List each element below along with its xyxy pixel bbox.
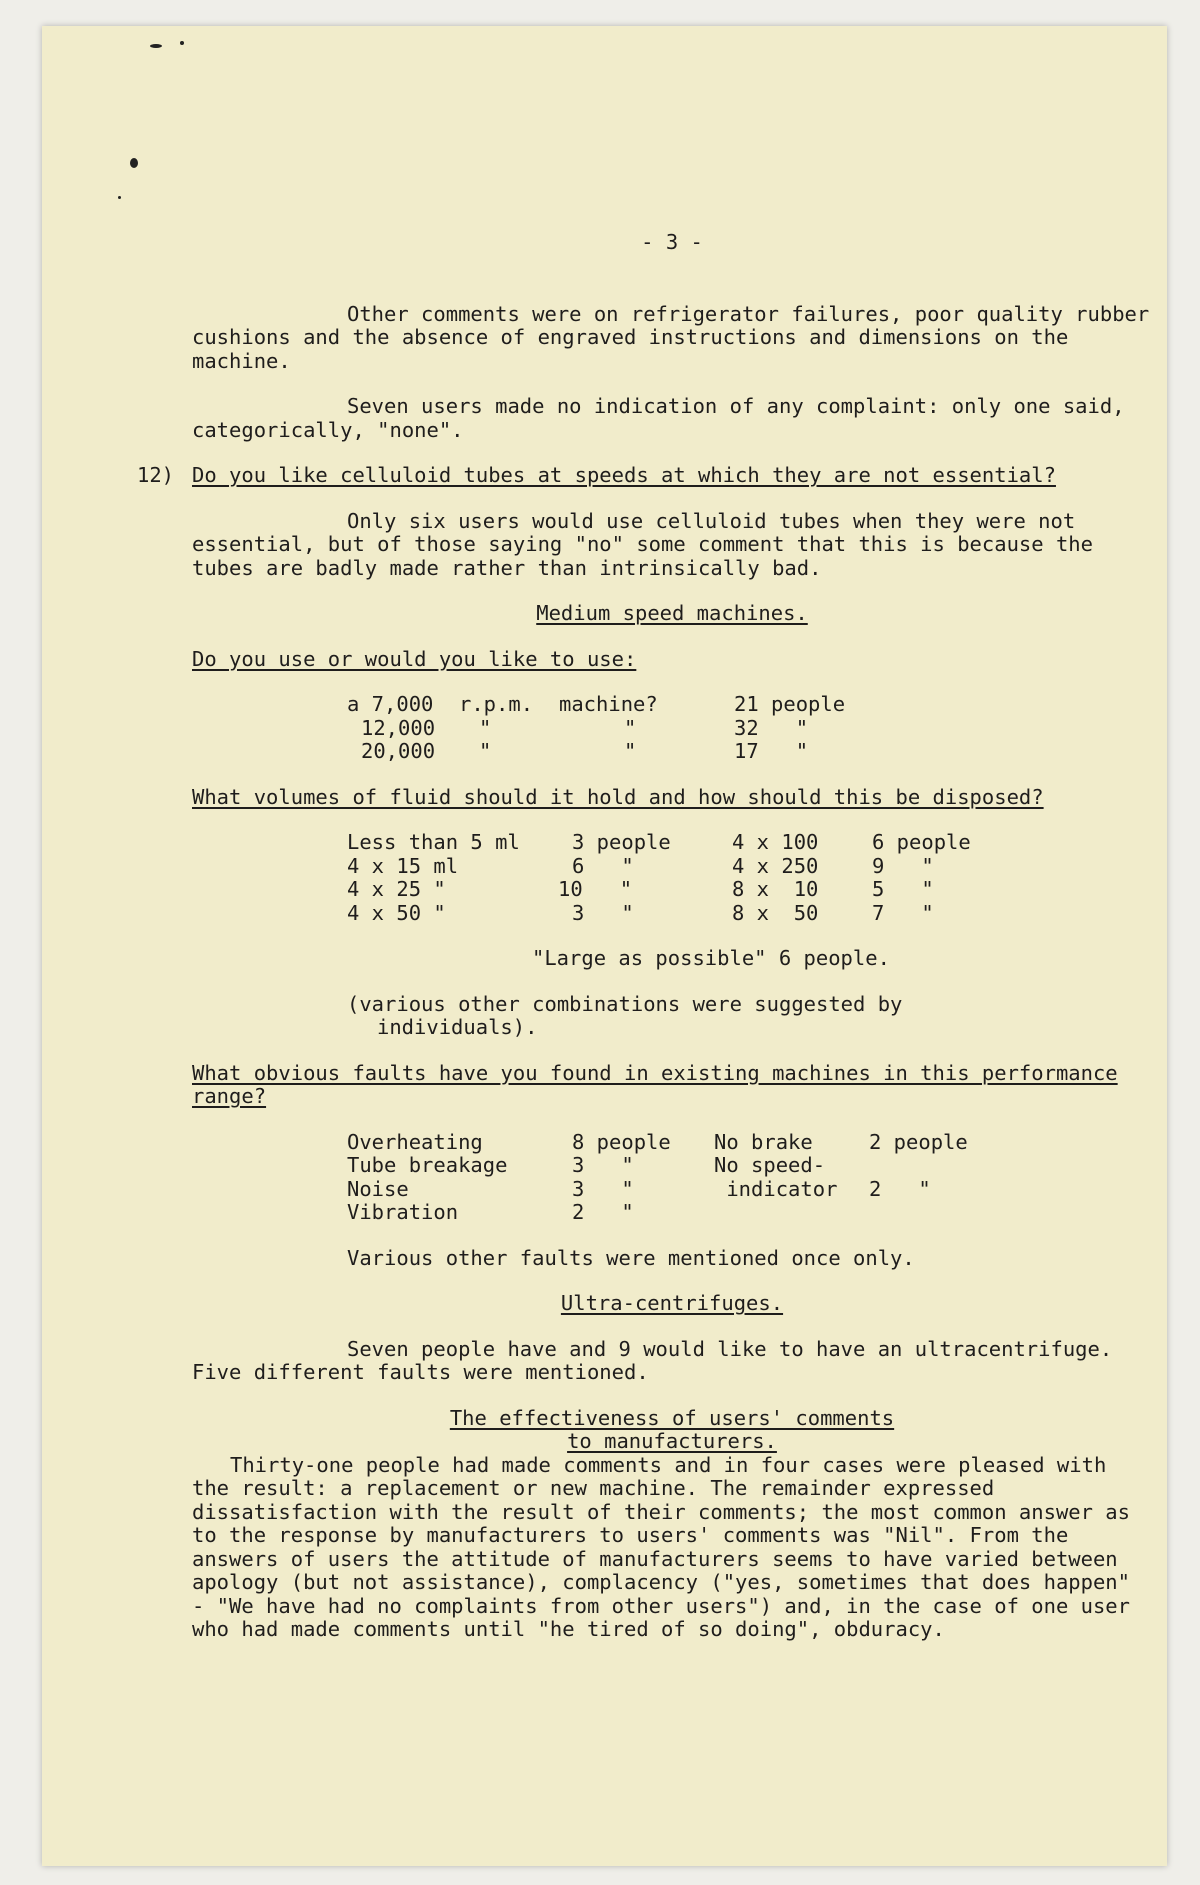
question-faults: What obvious faults have you found in existing machines in this performance range? <box>192 1060 1118 1108</box>
table-row <box>347 1201 968 1225</box>
table-cell: Overheating <box>347 1129 483 1154</box>
table-cell: 5 " <box>872 877 934 901</box>
table-cell: 4 x 250 <box>732 853 819 878</box>
answer-celluloid-tubes: Only six users would use celluloid tubes when they were not essential, but of those saying "no" some comment that this is because the tubes are badly made rather than intrinsically bad. <box>192 508 1093 580</box>
table-cell: 3 " <box>572 1176 634 1201</box>
table-cell: machine? <box>559 692 658 716</box>
paragraph-ultra-centrifuges: Seven people have and 9 would like to have an ultracentrifuge. Five different faults were mentioned. <box>192 1336 1113 1384</box>
table-cell <box>714 1201 869 1225</box>
table-cell: 8 x 10 <box>732 877 819 901</box>
heading-effectiveness: The effectiveness of users' comments <box>449 1405 895 1430</box>
table-cell: Noise <box>347 1176 409 1201</box>
table-row <box>347 717 845 741</box>
table-cell: 12,000 <box>361 715 436 740</box>
table-cell: 4 x 25 " <box>347 877 446 901</box>
table-cell: 32 " <box>734 715 809 740</box>
table-cell: 3 " <box>572 1153 634 1177</box>
table-row <box>347 855 971 879</box>
page-number: - 3 - <box>641 230 703 254</box>
paragraph-effectiveness: Thirty-one people had made comments and in four cases were pleased with the result: a replacement or new machine. The remainder expressed dissatisfaction with the result of their comments; the most common answer as to the response by manufacturers to users' comments was "Nil". From the answers of users the attitude of manufacturers seems to have varied between apology (but not assistance), complacency ("yes, sometimes that does happen" - "We have had no complaints from other users") and, in the case of one user who had made comments until "he tired of so doing", obduracy. <box>192 1452 1130 1641</box>
table-cell: Tube breakage <box>347 1153 508 1177</box>
question-number: 12) <box>137 463 175 487</box>
table-cell: 7 " <box>872 900 934 925</box>
table-cell <box>869 1154 968 1178</box>
table-cell: " <box>479 715 492 740</box>
table-cell: " <box>624 715 637 740</box>
table-cell: r.p.m. <box>459 692 534 716</box>
question-celluloid-tubes: Do you like celluloid tubes at speeds at which they are not essential? <box>192 463 1056 487</box>
table-cell: 2 " <box>572 1200 634 1224</box>
table-cell: 4 x 100 <box>732 830 819 854</box>
table-row <box>347 902 971 926</box>
table-cell: 8 x 50 <box>732 900 819 925</box>
table-cell: 4 x 15 ml <box>347 853 459 878</box>
table-cell: a 7,000 <box>347 692 434 716</box>
question-use-machine: Do you use or would you like to use: <box>192 646 637 671</box>
table-row <box>347 693 845 717</box>
speed-table <box>347 693 845 764</box>
volumes-table <box>347 831 971 925</box>
table-cell: " <box>479 739 492 763</box>
table-cell <box>869 1201 968 1225</box>
table-cell: 6 people <box>872 830 971 854</box>
table-cell: 3 " <box>572 900 634 925</box>
ink-mark <box>150 44 162 48</box>
table-cell: 4 x 50 " <box>347 900 446 925</box>
various-faults: Various other faults were mentioned once only. <box>347 1245 915 1270</box>
document-sheet <box>42 26 1167 1866</box>
various-combinations: (various other combinations were suggested by individuals). <box>347 991 903 1039</box>
heading-medium-speed: Medium speed machines. <box>536 601 808 625</box>
table-row <box>347 831 971 855</box>
table-cell: 6 " <box>572 853 634 878</box>
table-cell: 9 " <box>872 853 934 878</box>
table-row <box>347 1178 968 1202</box>
heading-ultra-centrifuges: Ultra-centrifuges. <box>560 1291 784 1315</box>
question-volumes: What volumes of fluid should it hold and how should this be disposed? <box>192 784 1044 809</box>
table-cell: No brake <box>714 1129 813 1154</box>
table-cell: Vibration <box>347 1200 459 1224</box>
ink-mark <box>130 158 138 168</box>
table-cell: No speed- <box>714 1153 826 1177</box>
large-as-possible: "Large as possible" 6 people. <box>532 946 890 970</box>
table-cell: 21 people <box>734 692 846 716</box>
table-cell: 3 people <box>572 830 671 854</box>
ink-mark <box>118 196 121 199</box>
table-cell: 20,000 <box>361 739 436 763</box>
ink-mark <box>180 41 184 45</box>
table-cell: " <box>624 739 637 763</box>
table-cell: 8 people <box>572 1129 671 1154</box>
table-row <box>347 1131 968 1155</box>
table-row <box>347 1154 968 1178</box>
table-row <box>347 878 971 902</box>
table-cell: 2 " <box>869 1176 931 1201</box>
paragraph-other-comments: Other comments were on refrigerator failures, poor quality rubber cushions and the absence of engraved instructions and dimensions on the machine. <box>192 301 1150 373</box>
heading-effectiveness-line2: to manufacturers. <box>567 1429 777 1453</box>
faults-table <box>347 1131 968 1225</box>
table-cell: indicator <box>714 1176 838 1201</box>
table-cell: Less than 5 ml <box>347 830 520 854</box>
table-row <box>347 740 845 764</box>
document-body <box>137 230 1152 1642</box>
paragraph-seven-users: Seven users made no indication of any complaint: only one said, categorically, "none". <box>192 394 1125 442</box>
table-cell: 17 " <box>734 739 809 763</box>
table-cell: 10 " <box>558 877 633 901</box>
table-cell: 2 people <box>869 1129 968 1154</box>
